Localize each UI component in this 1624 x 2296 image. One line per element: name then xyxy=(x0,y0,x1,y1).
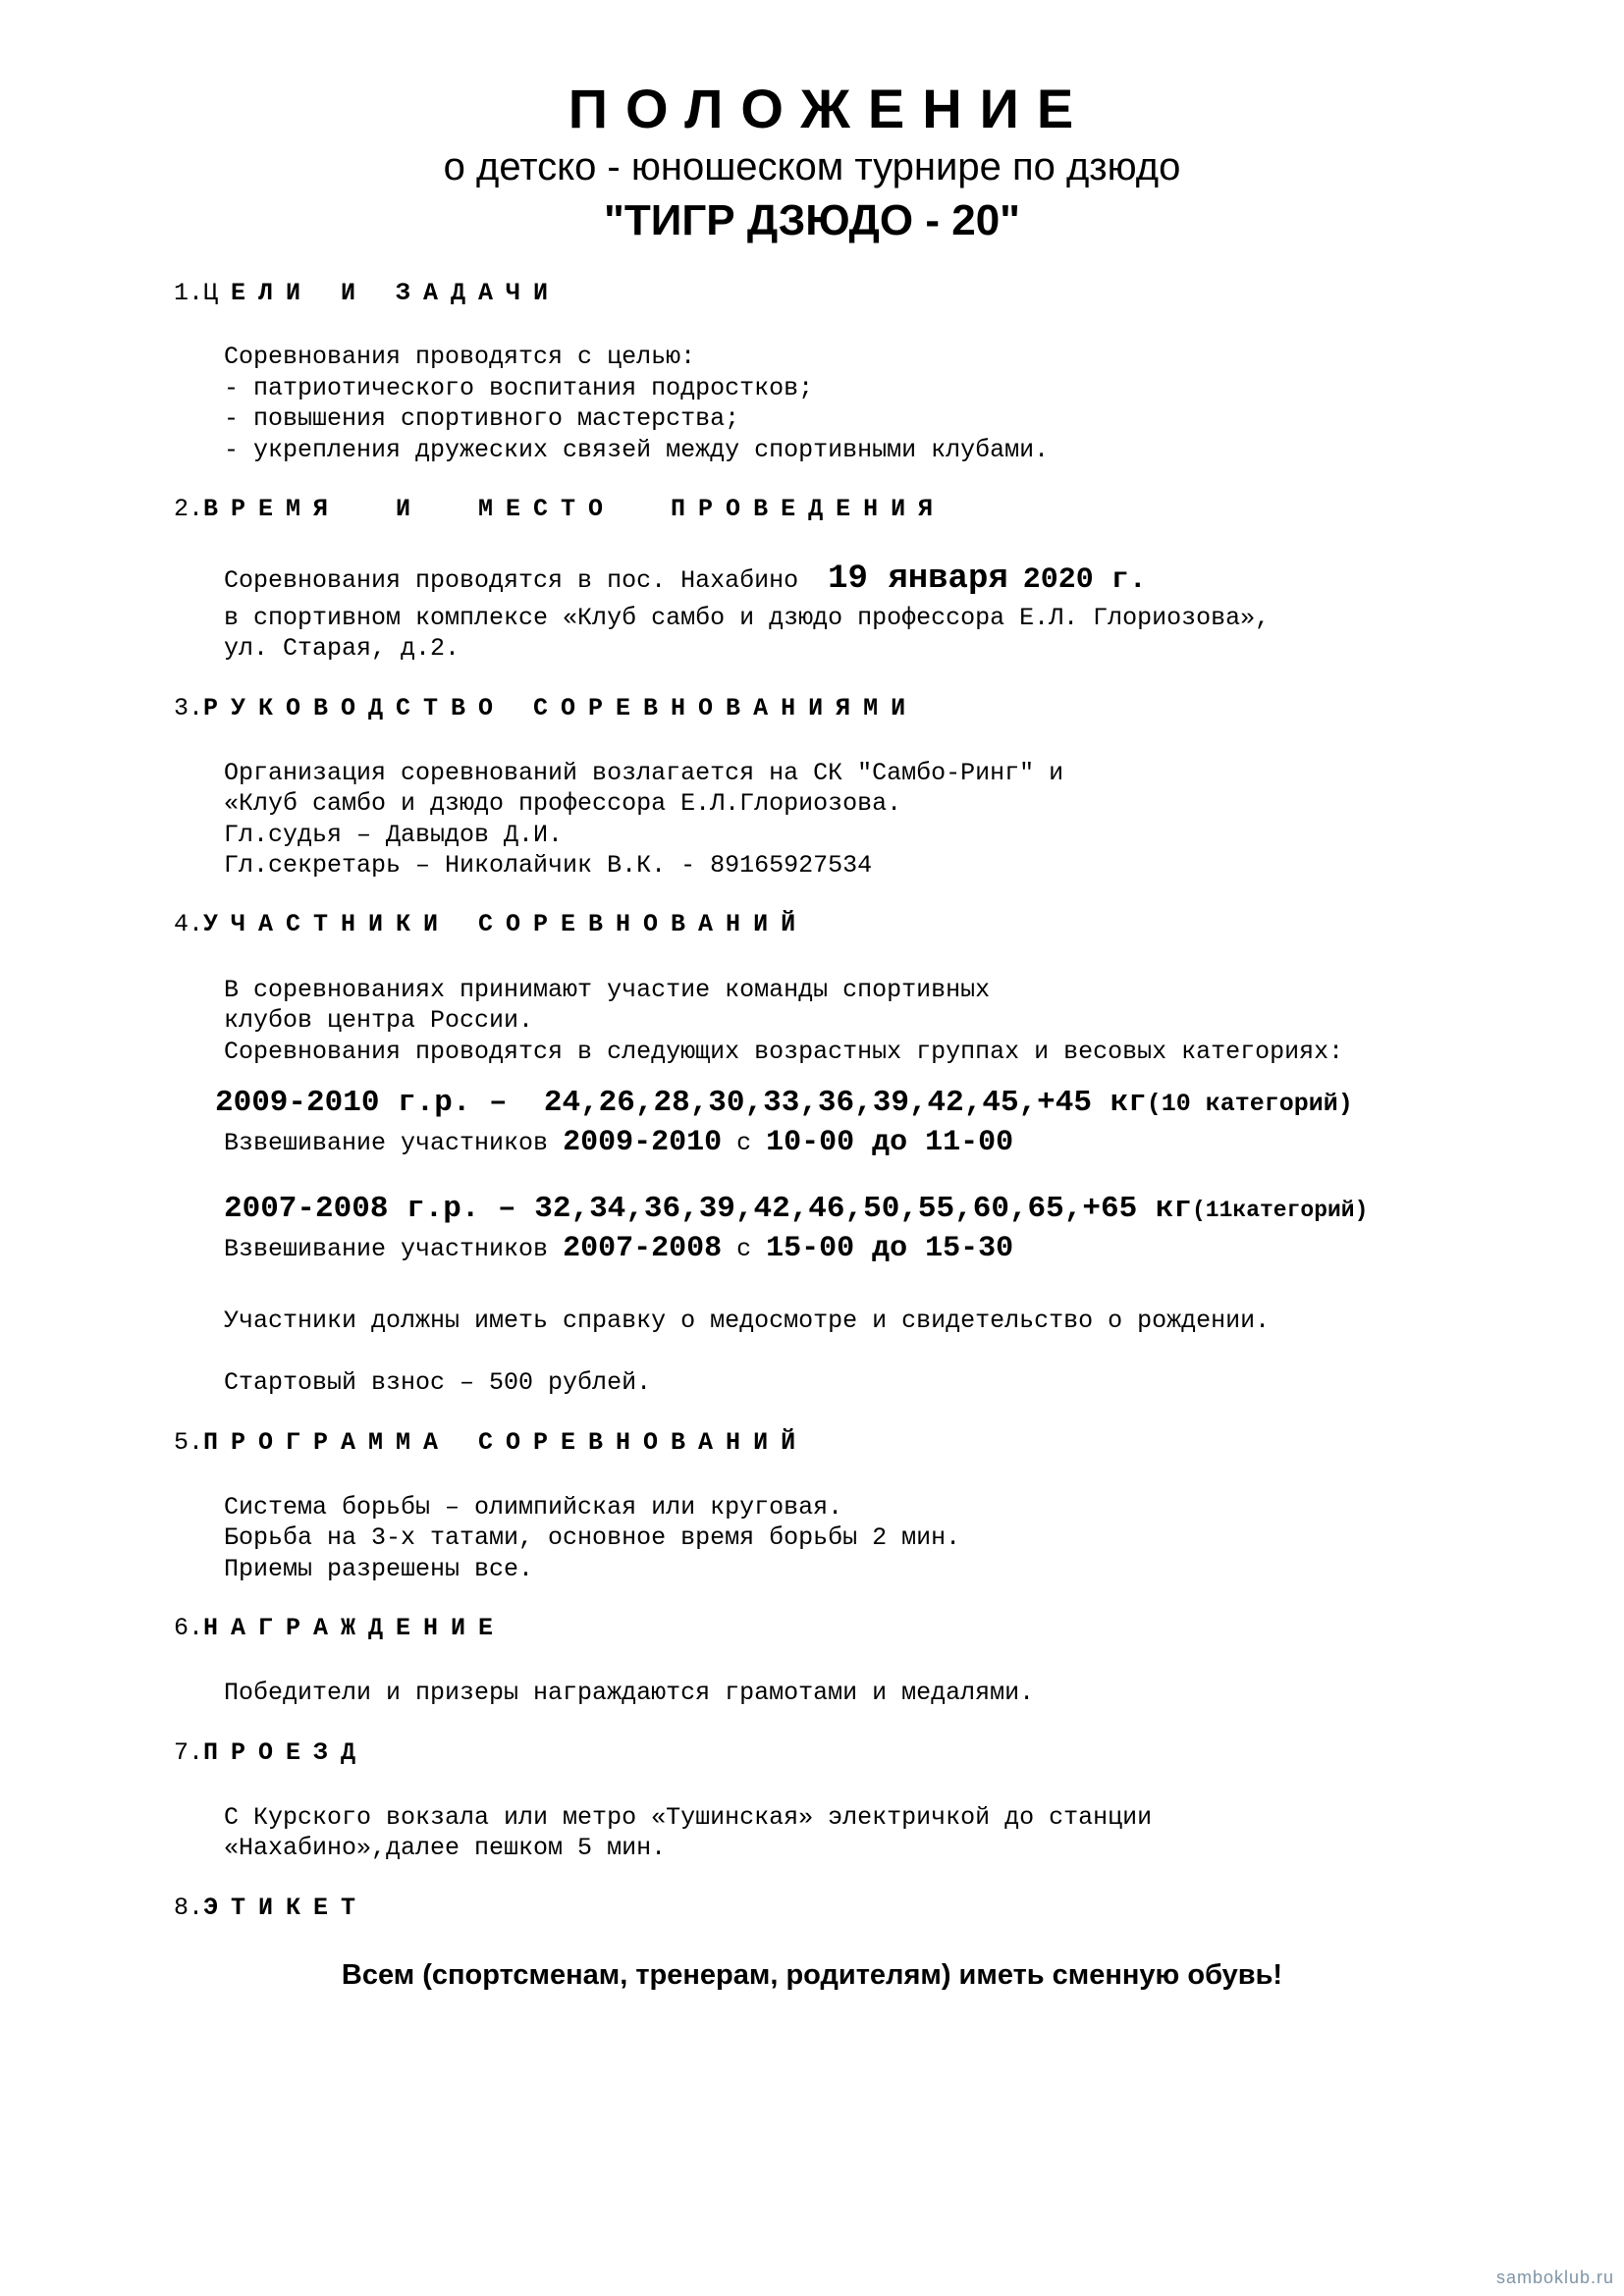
section-number: 5. xyxy=(174,1428,204,1457)
text-line: ул. Старая, д.2. xyxy=(224,634,460,663)
text-line: «Клуб самбо и дзюдо профессора Е.Л.Глориозова. xyxy=(224,789,902,818)
page-subtitle: о детско - юношеском турнире по дзюдо xyxy=(443,145,1181,188)
weigh-in-years: 2007-2008 xyxy=(563,1232,723,1265)
text-line: «Нахабино»,далее пешком 5 мин. xyxy=(224,1834,667,1862)
age-group-years: 2007-2008 г.р. – xyxy=(224,1192,516,1226)
weigh-in-time: 15-00 до 15-30 xyxy=(766,1232,1014,1265)
medical-note: Участники должны иметь справку о медосмотре и свидетельство о рождении. xyxy=(224,1307,1271,1335)
section-3-heading xyxy=(174,694,918,722)
weigh-in-s: с xyxy=(722,1235,767,1263)
weight-categories: 24,26,28,30,33,36,39,42,45,+45 кг xyxy=(543,1086,1147,1120)
text-line: - укрепления дружеских связей между спортивными клубами. xyxy=(224,436,1050,464)
entry-fee-note: Стартовый взнос – 500 рублей. xyxy=(224,1368,652,1397)
section-2-heading xyxy=(174,495,946,523)
age-group-years: 2009-2010 г.р. – xyxy=(215,1086,508,1120)
weigh-in-years: 2009-2010 xyxy=(563,1126,723,1159)
event-year: 2020 г. xyxy=(1022,563,1147,597)
section-number: 7. xyxy=(174,1738,204,1767)
category-count: (11категорий) xyxy=(1191,1198,1369,1223)
page-title: ПОЛОЖЕНИЕ xyxy=(568,78,1092,139)
section-6-heading xyxy=(174,1614,506,1642)
text-line: - повышения спортивного мастерства; xyxy=(224,404,740,433)
section-number: 8. xyxy=(174,1894,204,1922)
text-line: Гл.судья – Давыдов Д.И. xyxy=(224,821,564,849)
site-watermark: samboklub.ru xyxy=(1495,2268,1614,2287)
event-date: 19 января xyxy=(828,561,1008,598)
text-line: Соревнования проводятся с целью: xyxy=(224,343,696,371)
text-line: - патриотического воспитания подростков; xyxy=(224,374,814,402)
section-number: 1. xyxy=(174,279,204,307)
text-line: Борьба на 3-х татами, основное время борьбы 2 мин. xyxy=(224,1523,961,1552)
section-7-heading xyxy=(174,1738,368,1767)
section-title: ПРОЕЗД xyxy=(203,1738,369,1767)
text-line: Организация соревнований возлагается на СК "Самбо-Ринг" и xyxy=(224,759,1064,787)
category-count: (10 категорий) xyxy=(1146,1090,1353,1118)
text-line: Соревнования проводятся в следующих возрастных группах и весовых категориях: xyxy=(224,1038,1344,1066)
footwear-notice: Всем (спортсменам, тренерам, родителям) иметь сменную обувь! xyxy=(341,1959,1283,1991)
weigh-in-time: 10-00 до 11-00 xyxy=(766,1126,1014,1159)
section-1-heading xyxy=(174,279,561,307)
text-line: Приемы разрешены все. xyxy=(224,1555,534,1583)
section-5-heading xyxy=(174,1428,808,1457)
age-group-2 xyxy=(224,1194,1368,1226)
section-8-heading xyxy=(174,1894,368,1922)
text-line: клубов центра России. xyxy=(224,1006,534,1035)
section-number: 6. xyxy=(174,1614,204,1642)
section-title: УЧАСТНИКИ СОРЕВНОВАНИЙ xyxy=(203,910,809,938)
text-line: в спортивном комплексе «Клуб самбо и дзюдо профессора Е.Л. Глориозова», xyxy=(224,604,1271,632)
age-group-1 xyxy=(215,1088,1353,1120)
text-line: В соревнованиях принимают участие команды спортивных xyxy=(224,976,991,1004)
section-title: ЕЛИ И ЗАДАЧИ xyxy=(231,279,562,307)
text-line: С Курского вокзала или метро «Тушинская» электричкой до станции xyxy=(224,1803,1153,1832)
text-line: Система борьбы – олимпийская или круговая. xyxy=(224,1493,843,1522)
section-title: РУКОВОДСТВО СОРЕВНОВАНИЯМИ xyxy=(203,694,919,722)
section-number: 2. xyxy=(174,495,204,523)
section-title: ВРЕМЯ И МЕСТО ПРОВЕДЕНИЯ xyxy=(203,495,947,523)
tournament-name: "ТИГР ДЗЮДО - 20" xyxy=(603,196,1021,244)
section-title: НАГРАЖДЕНИЕ xyxy=(203,1614,507,1642)
text-fragment: Соревнования проводятся в пос. Нахабино xyxy=(224,566,814,595)
venue-date-line xyxy=(224,563,1147,597)
section-title-first-letter: Ц xyxy=(203,279,219,307)
text-line: Гл.секретарь – Николайчик В.К. - 89165927534 xyxy=(224,851,873,880)
weigh-in-label: Взвешивание участников xyxy=(224,1235,564,1263)
weight-categories: 32,34,36,39,42,46,50,55,60,65,+65 кг xyxy=(534,1192,1192,1226)
section-number: 3. xyxy=(174,694,204,722)
section-number: 4. xyxy=(174,910,204,938)
weigh-in-1 xyxy=(224,1127,1013,1159)
text-line: Победители и призеры награждаются грамотами и медалями. xyxy=(224,1679,1035,1707)
section-title: ЭТИКЕТ xyxy=(203,1894,369,1922)
section-4-heading xyxy=(174,910,808,938)
weigh-in-2 xyxy=(224,1233,1013,1265)
section-title: ПРОГРАММА СОРЕВНОВАНИЙ xyxy=(203,1428,809,1457)
weigh-in-s: с xyxy=(722,1129,767,1157)
weigh-in-label: Взвешивание участников xyxy=(224,1129,564,1157)
